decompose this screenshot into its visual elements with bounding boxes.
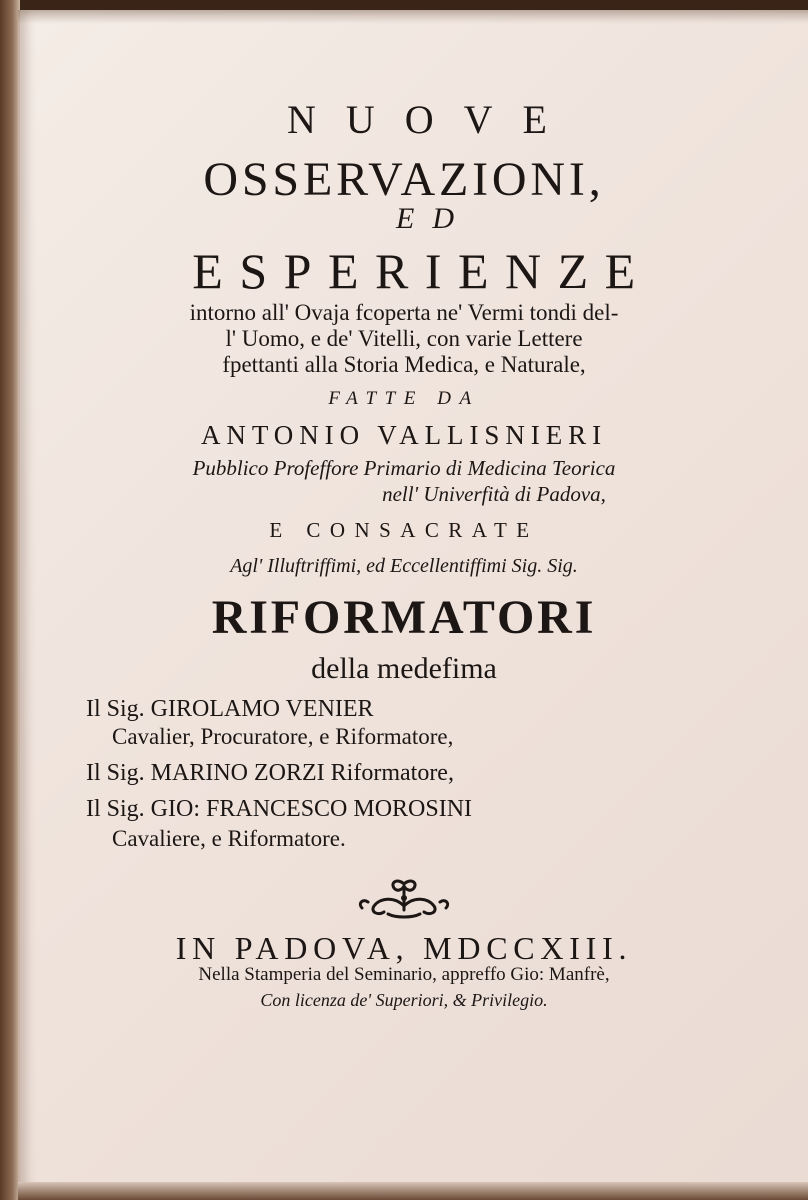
- imprint-license: Con licenza de' Superiori, & Privilegio.: [260, 990, 548, 1010]
- fatte-da: FATTE DA: [328, 388, 480, 409]
- riformatore-1-name: Il Sig. GIROLAMO VENIER: [86, 696, 374, 722]
- riformatore-1-role: Cavalier, Procuratore, e Riformatore,: [112, 724, 454, 749]
- title-line-nuove: NUOVE: [287, 97, 577, 142]
- author-title-2: nell' Univerfità di Padova,: [382, 482, 606, 506]
- subtitle-line-1: intorno all' Ovaja fcoperta ne' Vermi tondi del-: [189, 300, 619, 325]
- imprint-printer: Nella Stamperia del Seminario, appreffo Gio: Manfrè,: [198, 964, 610, 985]
- page-shadow: [18, 10, 808, 24]
- author-name: ANTONIO VALLISNIERI: [200, 420, 608, 450]
- della-medesima: della medefima: [311, 652, 497, 685]
- title-line-esperienze: ESPERIENZE: [192, 243, 652, 299]
- subtitle-line-2: l' Uomo, e de' Vitelli, con varie Lettere: [225, 326, 583, 351]
- title-line-ed: ED: [396, 202, 472, 235]
- riformatori-heading: RIFORMATORI: [211, 591, 597, 644]
- page-bottom-edge: [18, 1182, 808, 1200]
- dedication-line: Agl' Illuftriffimi, ed Eccellentiffimi Sig. Sig.: [230, 555, 578, 577]
- author-title-1: Pubblico Profeffore Primario di Medicina Teorica: [192, 456, 616, 480]
- title-line-osservazioni: OSSERVAZIONI,: [203, 153, 605, 206]
- riformatore-3-name: Il Sig. GIO: FRANCESCO MOROSINI: [86, 796, 473, 822]
- imprint-place-date: IN PADOVA, MDCCXIII.: [175, 930, 633, 966]
- riformatore-2: Il Sig. MARINO ZORZI Riformatore,: [86, 760, 454, 786]
- consacrate-line: E CONSACRATE: [269, 518, 539, 542]
- subtitle-line-3: fpettanti alla Storia Medica, e Naturale,: [222, 352, 586, 377]
- fleuron-icon: [354, 876, 454, 920]
- riformatore-3-role: Cavaliere, e Riformatore.: [112, 826, 346, 851]
